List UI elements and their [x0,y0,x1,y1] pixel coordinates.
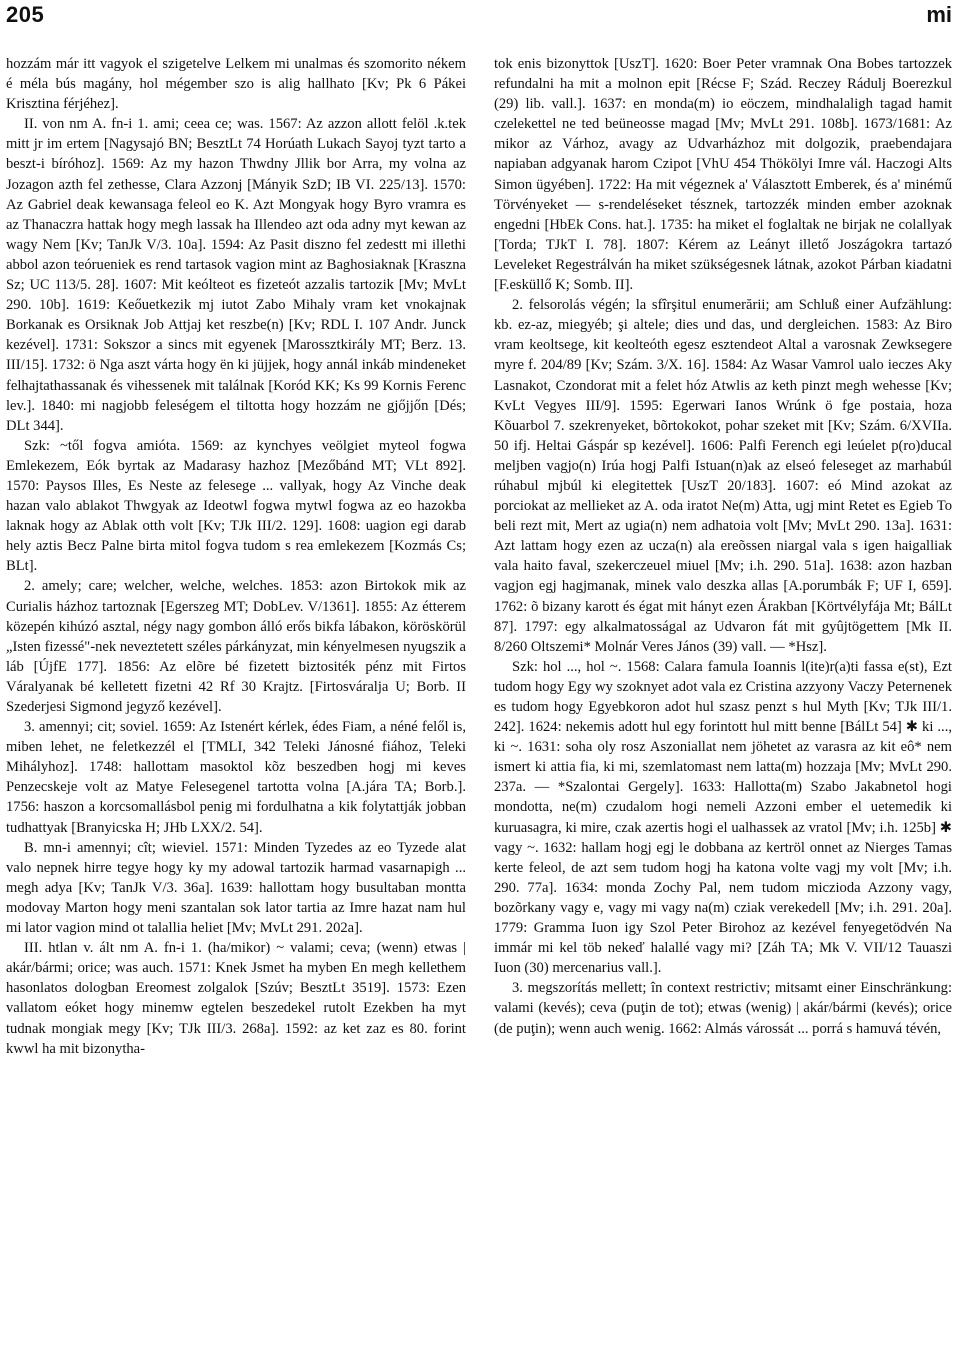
paragraph: Szk: hol ..., hol ~. 1568: Calara famula Ioannis l(ite)r(a)ti fassa e(st), Ezt tudom hogy Egy wy szoknyet adot vala ez Cristina azzyony Vaczy Peternenek es tudom hogy Egyebkoron adot hul szasz penzt s hul Myth [Kv; TJk III/1. 242]. 1624: nekemis adott hul egy forintott hul mitt benne [BálLt 54] ✱ ki ..., ki ~. 1631: soha oly rosz Aszoniallat nem jöhetet az varasra az kit eô* nem ismert ki attia fia, ki mi, szemlatomast nem latta(m) hozzaja [Mv; MvLt 290. 237a. — *Szalontai Gergely]. 1633: Hallotta(m) Szabo Jakabnetol hogi mondotta, ne(m) czudalom hogi nemeli Azzoni ember el uetemedik ki kuruasagra, ki mire, czak azertis hogi el ualhassek az vratol [Mv; i.h. 125b] ✱ vagy ~. 1632: hallam hogj egj le dobbana az kertröl onnet az Nierges Tamas kerte feleol, de azt sem tudom hogj ha katona volte vagj my volt [Mv; i.h. 290. 77a]. 1634: monda Zochy Pal, nem tudom miczioda Azzony vagy, bozõrkany vagy e, vagy mi vagy na(m) cziak verekedell [Mv; i.h. 291. 20a]. 1779: Gramma Iuon igy Szol Peter Birohoz az kezével fenyegetödvén Na immár mi kel töb nekeď halallé vagy mi? [Záh TA; Mk V. VII/12 Tauaszi Iuon (30) mercenarius vall.]. [494,658,952,977]
paragraph: III. htlan v. ált nm A. fn-i 1. (ha/mikor) ~ valami; ceva; (wenn) etwas | akár/bármi; orice; was auch. 1571: Knek Jsmet ha myben En megh kellethem hasonlatos dologban Ereomest zolgalok [Szúv; BesztLt 3519]. 1573: Ezen vallatom eóket hogy minemw egtelen beszedekel rutolt Ezekben ha myt tudnak mongiak megy [Kv; TJk III/3. 268a]. 1592: az ket zaz es 80. forint kwwl ha mit bizonytha- [6,940,466,1057]
paragraph: 2. amely; care; welcher, welche, welches. 1853: azon Birtokok mik az Curialis házhoz tartoznak [Egerszeg MT; DobLev. V/1361]. 1855: Az étterem közepén kihúzó asztal, négy nagy gombon álló erős bikfa lábakon, köröskörül „Isten fizessé"-nek neveztetett széles párkányzat, min kényelmesen nyugszik a láb [ÚjfE 177]. 1856: Az elõre bé fizetett biztositék pénz mit Firtos Váralyanak bé kelletett fizetni 42 Rf 30 Krajtz. [Firtosváralja U; Borb. II Szederjesi Sigmond jegyző kezével]. [6,578,466,715]
paragraph: B. mn-i amennyi; cît; wieviel. 1571: Minden Tyzedes az eo Tyzede alat valo nepnek hirre tegye hogy ky my adowal tartozik harmad vasarnapigh ... megh adya [Kv; TanJk V/3. 36a]. 1639: hallottam hogy busultaban montta modovay Marton hogy meni szantalan sok lator tartia az Imre hazat nam hul mi lator vagion mind ot talallia heliet [Mv; MvLt 291. 202a]. [6,839,466,937]
right-column [494,54,952,1350]
paragraph: tok enis bizonyttok [UszT]. 1620: Boer Peter vramnak Ona Bobes tartozzek refundalni ha mit a molnon epit [Récse F; Szád. Reczey Rádulj Boerezkul (29) lib. vall.]. 1637: en monda(m) io eöczem, mindhalaligh tagad hamit czelekettel ne ted beüneosse magad [Mv; MvLt 291. 108b]. 1673/1681: Az mikor az Várhoz, avagy az Udvarházhoz mit dolgozik, praebendajara napiaban adgyanak harom Czipot [VhU 454 Thökölyi Imre vál. Haczogi Alts Simon ügyében]. 1722: Ha mit végeznek a' Választott Emberek, és a' minémű Törvényeket — s-rendeléseket tésznek, tartozzék minden ember azoknak engedni [HbEk Cons. hat.]. 1735: ha miket el foglaltak ne birjak ne colallyak [Torda; TJkT I. 78]. 1807: Kérem az Leányt illető Joszágokra tartazó Leveleket Regestrálván ha miket szükségesnek látnak, azokot Párban kiadatni [F.esküllő K; Somb. II]. [494,56,952,294]
paragraph: 3. megszorítás mellett; în context restrictiv; mitsamt einer Einschränkung: valami (kevés); ceva (puţin de tot); etwas (wenig) | akár/bármi (kevés); orice (de puţin); wenn auch wenig. 1662: Almás várossát ... porrá s hamuvá tévén, [494,980,952,1037]
left-column [6,54,466,1350]
paragraph: 2. felsorolás végén; la sfîrşitul enumerării; am Schluß einer Aufzählung: kb. ez-az, miegyéb; şi altele; dies und das, und dergleichen. 1583: Az Biro vram keoltsege, kit keolteóth egesz esztendeot Altal a varosnak Zewksegere myre f. 204/89 [Kv; Szám. 3/X. 16]. 1584: Az Wasar Vamrol ualo ieczes Aky Lasnakot, Czondorat mit a felet hóz Atwlis az keth pinzt megh wehesse [Kv; KvLt Vegyes III/9]. 1595: Egerwari Ianos Wrúnk ö fge postaia, hoza Kõuarbol 7. szekrenyeket, bõrtokokot, pohar szeket mit [Kv; Szám. 6/XVIIa. 50 ifj. Heltai Gáspár sp kezével]. 1606: Palfi Ferench egi leúelet p(ro)ducal meljben vagjo(n) Irúa hogj Palfi Istuan(n)ak az elseó feleseget az marhabúl rúhabul mjbúl ki elegitettek [UszT 20/183]. 1607: eó Mind azokat az porciokat az mellieket az A. oda iratot Ne(m) Atta, ugj mint Retet es Egieb To beli rezt mit, Mert az ugia(n) nem adhatoia volt [Mv; MvLt 290. 13a]. 1631: Azt lattam hogy ezen az ucza(n) ala ereõssen niargal vala s igen haigalliak vala haito faval, szekerczeuel miuel [Mv; i.h. 290. 51a]. 1638: azon hazban vagjon egj hagjmanak, minek valo deszka allas [A.porumbák F; UF I, 659]. 1762: õ bizany karott és égat mit hányt ezen Árakban [Körtvélyfája Mt; BálLt 87]. 1797: egy alkalmatosságal az Udvaron fát mit gyûjtögettem [Mk II. 8/260 Oltszemi* Molnár Veres János (39) vall. — *Hsz]. [494,297,952,655]
paragraph: 3. amennyi; cit; soviel. 1659: Az Istenért kérlek, édes Fiam, a néné felől is, miben lehet, ne feletkezzél el [TMLI, 342 Teleki Jánosné fiához, Teleki Mihályhoz]. 1748: hallottam masoktol kõz beszedben hogj mi keves Penzecskeje volt az Matye Felesegenel tartotta volna [A.jára TA; Borb.]. 1756: haszon a korcsomallásbol penig mi fordulhatna a kik folytattják jobban tudhattyak [Branyicska H; JHb LXX/2. 54]. [6,719,466,836]
paragraph: hozzám már itt vagyok el szigetelve Lelkem mi unalmas és szomorito nékem é méla bús magány, hol mégember szo is alig hallhato [Kv; Pk 6 Pákei Krisztina férjéhez]. [6,56,466,113]
page-number: 205 [6,2,45,27]
page-header [0,0,960,36]
running-head: mi [926,2,952,27]
paragraph: II. von nm A. fn-i 1. ami; ceea ce; was. 1567: Az azzon allott felöl .k.tek mitt jr im ertem [Nagysajó BN; BesztLt 74 Horúath Lukach Sayoj tyzt tarto a beszt-i bíróhoz]. 1569: Az my hazon Thwdny Jllik bor Arra, my volna az Jozagon azth fel zethesse, Clara Azzonj [Mányik SzD; IB VI. 225/13]. 1570: Az Gabriel deak kewansaga feleol eo K. Azt Mongyak hogy Byro vramra es az Thanaczra hattak hogy megh lassak ha Illendeo azt oda adny myt kewan az wagy Nem [Kv; TanJk V/3. 10a]. 1594: Az Pasit diszno fel zedestt mi illethi abbol azon teórueniek es rend tartasok vagion mint az Baghosiaknak [Kraszna Sz; UC 113/5. 28]. 1607: Mit keólteot es fizeteót azzalis tartozik [Mv; MvLt 290. 10b]. 1619: Keőuetkezik mj iutot Zabo Mihaly vram ket vnokajnak Borkanak es Orsiknak Job Attjaj ket reszbe(n) [Kv; RDL I. 107 Andr. Junck kezével]. 1731: Sokszor a sincs mit egyenek [Marossztkirály MT; Berz. 13. III/15]. 1732: ö Nga aszt várta hogy ën ki jüjjek, hogy annál inkáb mindeneket felhajtathassanak és vihessenek mit találnak [Koród KK; Ks 99 Kornis Ferenc lev.]. 1840: mi nagjobb feleségem el tiltotta hogy hozzám ne gjőjjőn [Dés; DLt 344]. [6,116,466,434]
paragraph: Szk: ~től fogva amióta. 1569: az kynchyes veölgiet myteol fogwa Emlekezem, Eók byrtak az Madarasy hazhoz [Mezőbánd MT; VLt 892]. 1570: Paysos Illes, Es Neste az felesege ... vallyak, hogy Az Vinche deak hazan valo ablakot Thwgyak az Ideotwl fogwa mytwl fogwa az eo hazokba laknak hogy az Ablak otth volt [Kv; TJk III/2. 129]. 1608: uagion egi darab hely aztis Becz Palne birta mitol fogva tudom s rea emlekezem [Kozmás Cs; BLt]. [6,437,466,575]
